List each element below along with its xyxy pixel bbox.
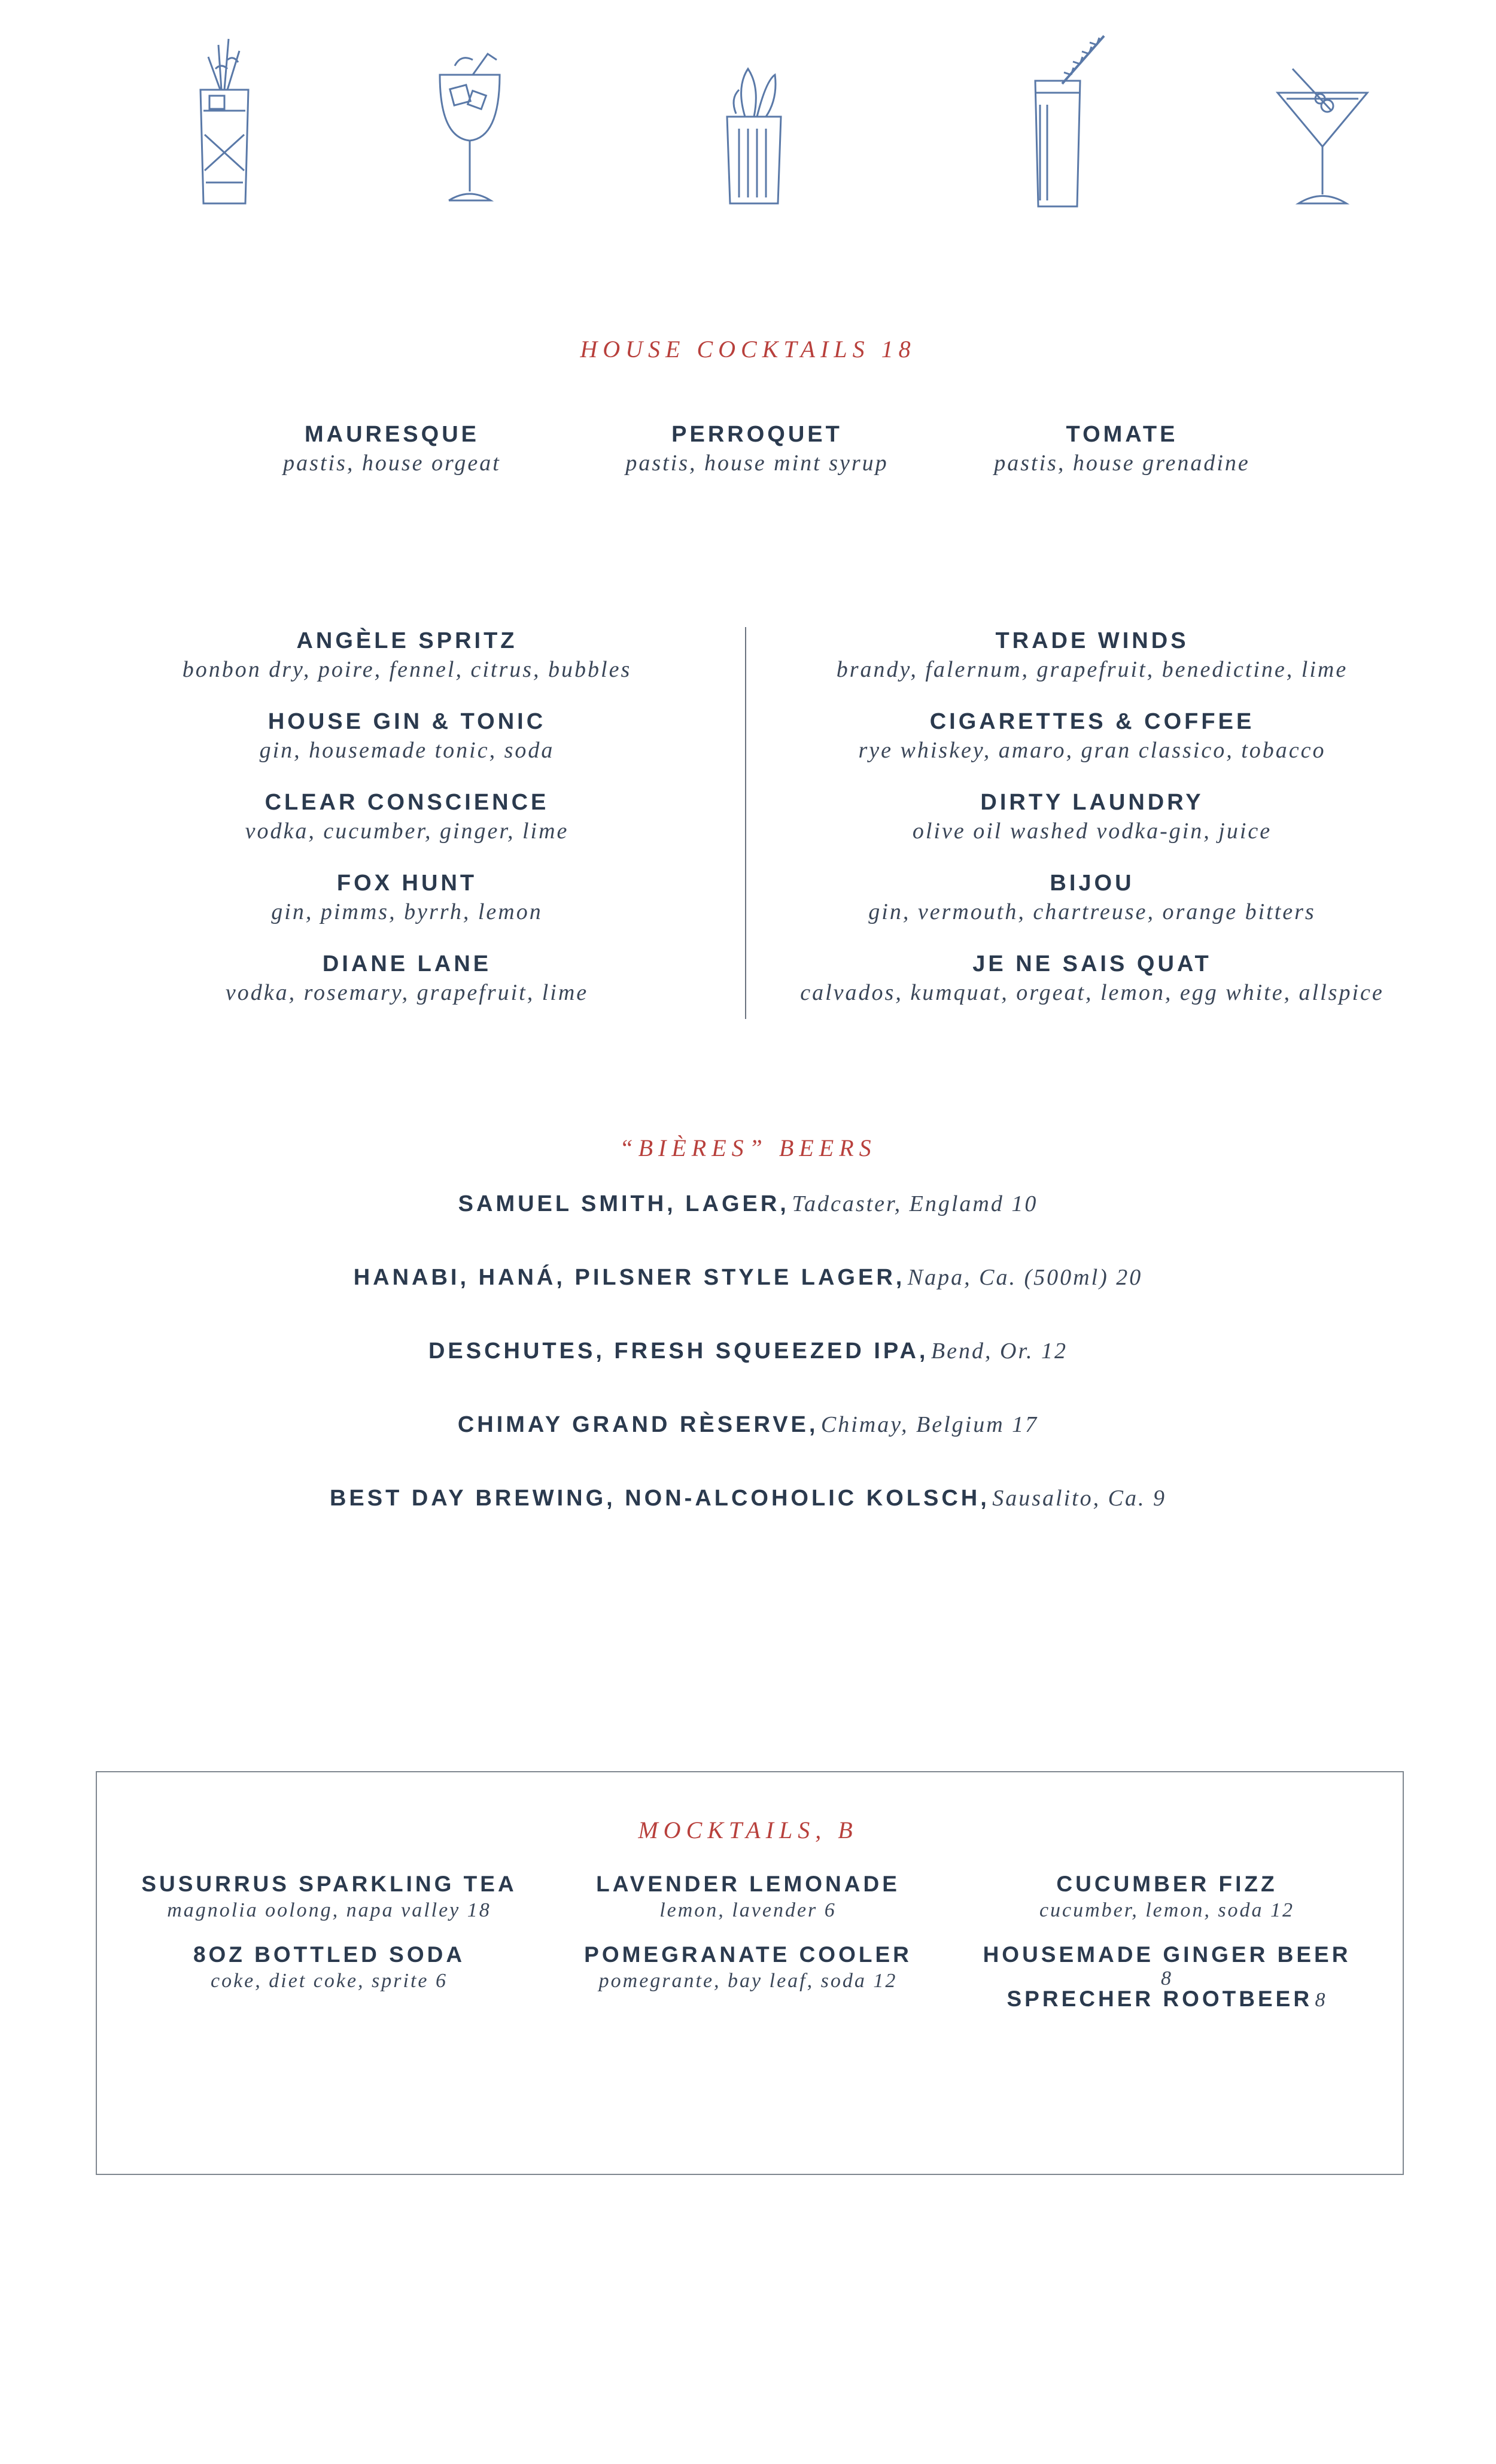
mocktail-item [1039, 1872, 1294, 1922]
item-description: gin, pimms, byrrh, lemon [271, 899, 543, 924]
rocks-glass-cocktail-icon [718, 33, 790, 206]
beer-name: SAMUEL SMITH, LAGER, [458, 1191, 789, 1216]
item-name: POMEGRANATE COOLER [584, 1942, 912, 1967]
beer-detail: Tadcaster, Englamd 10 [792, 1191, 1038, 1216]
cocktail-item [260, 709, 555, 763]
martini-glass-icon [1275, 33, 1370, 206]
item-description: pastis, house grenadine [994, 451, 1250, 476]
item-name: SPRECHER ROOTBEER [1007, 1987, 1313, 2011]
item-description: magnolia oolong, napa valley 18 [167, 1899, 491, 1921]
item-description: calvados, kumquat, orgeat, lemon, egg white, allspice [800, 980, 1384, 1005]
item-description: gin, housemade tonic, soda [259, 738, 555, 763]
beer-name: DESCHUTES, FRESH SQUEEZED IPA, [428, 1339, 929, 1364]
beers-title: “BIÈRES” BEERS [619, 1134, 877, 1161]
item-description: pastis, house mint syrup [625, 451, 889, 476]
item-name: PERROQUET [671, 422, 843, 447]
mocktail-item [584, 1942, 912, 1993]
cocktail-item [868, 871, 1315, 925]
beer-name: BEST DAY BREWING, NON-ALCOHOLIC KOLSCH, [329, 1486, 990, 1511]
mocktail-item [983, 1942, 1351, 1990]
item-name: TOMATE [1066, 422, 1178, 447]
item-name: DIANE LANE [322, 951, 492, 977]
item-name: DIRTY LAUNDRY [980, 790, 1204, 815]
column-divider [745, 627, 746, 1019]
item-description: rye whiskey, amaro, gran classico, tobacco [858, 738, 1326, 763]
beer-item [0, 1191, 1496, 1217]
tall-cocktail-glass-icon [191, 33, 257, 206]
beer-detail: Bend, Or. 12 [931, 1339, 1068, 1364]
cocktail-item [245, 790, 569, 844]
cocktail-item [183, 628, 631, 683]
item-description: vodka, rosemary, grapefruit, lime [225, 980, 589, 1005]
item-name: LAVENDER LEMONADE [596, 1872, 900, 1896]
item-description: cucumber, lemon, soda 12 [1039, 1899, 1295, 1921]
item-name: CLEAR CONSCIENCE [264, 790, 549, 815]
cocktail-item [858, 709, 1325, 763]
beer-detail: Sausalito, Ca. 9 [992, 1486, 1167, 1511]
house-cocktail-item [994, 422, 1250, 476]
item-name: 8OZ BOTTLED SODA [193, 1942, 466, 1967]
beer-item [0, 1485, 1496, 1511]
house-cocktail-item [625, 422, 888, 476]
beer-item [0, 1264, 1496, 1291]
mocktail-item [193, 1942, 465, 1993]
cocktail-item [800, 951, 1384, 1006]
item-name: BIJOU [1050, 871, 1135, 896]
item-name: HOUSE GIN & TONIC [267, 709, 546, 734]
item-name: FOX HUNT [336, 871, 478, 896]
item-name: MAURESQUE [304, 422, 480, 447]
item-description: olive oil washed vodka-gin, juice [912, 819, 1272, 844]
house-cocktail-item [283, 422, 501, 476]
item-name: CUCUMBER FIZZ [1056, 1872, 1278, 1896]
item-name: ANGÈLE SPRITZ [296, 628, 518, 653]
cocktail-item [837, 628, 1348, 683]
item-description: pomegrante, bay leaf, soda 12 [598, 1970, 898, 1992]
item-description: gin, vermouth, chartreuse, orange bitters [868, 899, 1316, 924]
beer-name: CHIMAY GRAND RÈSERVE, [457, 1412, 819, 1437]
mocktail-item [141, 1872, 516, 1922]
cocktail-item [271, 871, 542, 925]
item-name: CIGARETTES & COFFEE [929, 709, 1255, 734]
beer-item [0, 1412, 1496, 1438]
beer-detail: Napa, Ca. (500ml) 20 [907, 1265, 1143, 1290]
item-description: lemon, lavender 6 [659, 1899, 837, 1921]
item-name: HOUSEMADE GINGER BEER [983, 1942, 1351, 1967]
item-description: pastis, house orgeat [283, 451, 501, 476]
item-name: TRADE WINDS [995, 628, 1189, 653]
item-description: bonbon dry, poire, fennel, citrus, bubbles [182, 657, 632, 682]
item-price: 8 [1315, 1989, 1327, 2011]
cocktail-item [226, 951, 588, 1006]
item-description: coke, diet coke, sprite 6 [211, 1970, 448, 1992]
mocktail-item [596, 1872, 900, 1922]
beer-detail: Chimay, Belgium 17 [820, 1412, 1039, 1437]
wine-glass-cocktail-icon [431, 33, 509, 206]
item-name: SUSURRUS SPARKLING TEA [141, 1872, 517, 1896]
cocktail-item [913, 790, 1272, 844]
beer-item [0, 1338, 1496, 1364]
house-cocktails-title: HOUSE COCKTAILS 18 [580, 336, 916, 363]
mocktails-title: MOCKTAILS, B [638, 1817, 858, 1844]
item-description: brandy, falernum, grapefruit, benedictine, lime [836, 657, 1348, 682]
item-price: 8 [1161, 1967, 1173, 1990]
beer-name: HANABI, HANÁ, PILSNER STYLE LAGER, [353, 1265, 905, 1290]
mocktail-item [1007, 1987, 1327, 2012]
highball-with-herb-icon [1029, 33, 1113, 212]
item-description: vodka, cucumber, ginger, lime [245, 819, 569, 844]
item-name: JE NE SAIS QUAT [972, 951, 1212, 977]
